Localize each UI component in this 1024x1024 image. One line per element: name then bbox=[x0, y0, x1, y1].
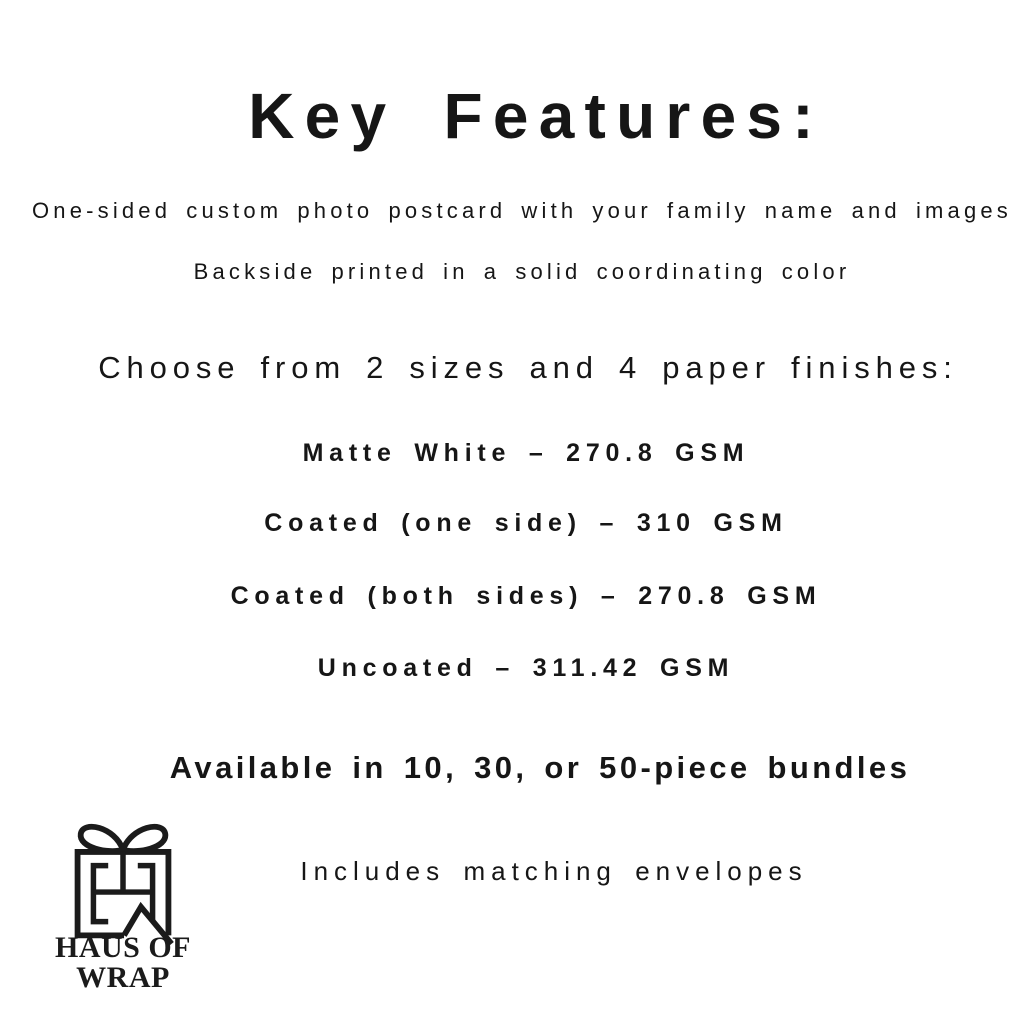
options-heading: Choose from 2 sizes and 4 paper finishes: bbox=[98, 350, 958, 385]
brand-name-line-2: WRAP bbox=[76, 961, 170, 994]
paper-finish-item: Uncoated – 311.42 GSM bbox=[317, 654, 735, 682]
paper-finish-item: Matte White – 270.8 GSM bbox=[302, 439, 750, 467]
paper-finish-item: Coated (both sides) – 270.8 GSM bbox=[230, 582, 822, 610]
brand-name bbox=[42, 933, 204, 993]
intro-line-1: One-sided custom photo postcard with your family name and images bbox=[32, 198, 1012, 223]
intro-line-2: Backside printed in a solid coordinating color bbox=[193, 259, 851, 284]
brand-logo bbox=[42, 816, 204, 993]
paper-finish-item: Coated (one side) – 310 GSM bbox=[264, 509, 788, 537]
bundles-note: Available in 10, 30, or 50-piece bundles bbox=[169, 750, 911, 785]
envelopes-note: Includes matching envelopes bbox=[300, 856, 808, 886]
gift-box-icon bbox=[70, 816, 176, 947]
page-title: Key Features: bbox=[248, 80, 824, 152]
brand-name-line-1: HAUS OF bbox=[54, 931, 191, 964]
